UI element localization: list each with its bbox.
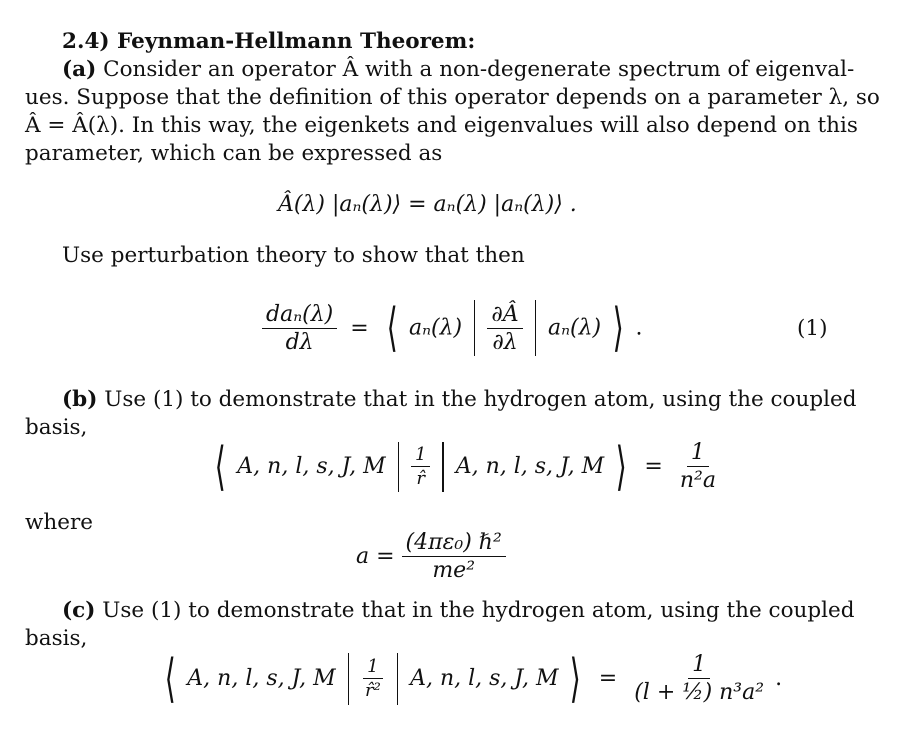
- eqc-bar-right: [397, 653, 398, 705]
- eq1-operator-fraction: [487, 302, 522, 355]
- eq1-bar-left: [474, 300, 475, 356]
- a-num: (4πε₀) ℏ²: [402, 530, 506, 557]
- equation-a-definition: [356, 530, 506, 583]
- equation-c: ⟨ A, n, l, s, J, M $\frac{1}{\text{r̂²}}$ A, n, l, s, J, M ⟩ = $\frac{1}{\text{(l + ½) n³a²}}$ .: [164, 648, 783, 709]
- part-a-line-3: Â = Â(λ). In this way, the eigenkets and eigenvalues will also depend on this: [25, 113, 858, 138]
- section-title: 2.4) Feynman-Hellmann Theorem:: [62, 29, 476, 54]
- part-a-label: (a): [62, 57, 97, 82]
- a-fraction: [402, 530, 506, 583]
- a-lhs: a =: [356, 544, 395, 569]
- part-b-line-1-text: Use (1) to demonstrate that in the hydrogen atom, using the coupled: [104, 387, 857, 412]
- eqc-op-num: 1: [363, 656, 382, 679]
- eqb-rhs-num: 1: [687, 440, 709, 467]
- eq1-bar-right: [535, 300, 536, 356]
- eq1-right-angle: ⟩: [612, 298, 624, 358]
- eq1-ket: aₙ(λ): [547, 315, 602, 341]
- eq1-lhs-num: daₙ(λ): [262, 302, 337, 329]
- eqc-left-angle: ⟨: [164, 648, 176, 709]
- eqb-rhs-den: n²a: [679, 468, 716, 493]
- part-a-line-2: ues. Suppose that the definition of this operator depends on a parameter λ, so: [25, 85, 880, 110]
- eq1-bra: aₙ(λ): [408, 315, 463, 341]
- equation-b: ⟨ A, n, l, s, J, M $\frac{1}{r̂}$ A, n, l, s, J, M ⟩ = $\frac{1}{\text{n²a}}$: [210, 440, 720, 493]
- eqb-ket-state: A, n, l, s, J, M: [455, 454, 605, 479]
- eqb-rhs: [676, 440, 720, 493]
- eqb-right-angle: ⟩: [615, 436, 627, 497]
- where-text: where: [25, 510, 93, 535]
- eq1-op-den: ∂λ: [492, 329, 518, 355]
- a-den: me²: [432, 558, 476, 583]
- eqb-bar-right: [442, 442, 443, 492]
- eqb-op-num: 1: [411, 444, 430, 467]
- eq1-lhs-fraction: [262, 302, 337, 355]
- equation-1: $\frac{\text{daₙ(λ)}}{d\lambda}$ = ⟨ aₙ(λ) $\frac{\partial Â}{\partial\lambda}$ aₙ(λ) ⟩ .: [262, 300, 642, 356]
- part-c-line-1-text: Use (1) to demonstrate that in the hydrogen atom, using the coupled: [102, 598, 855, 623]
- eqc-bar-left: [348, 653, 349, 705]
- eigen-equation: Â(λ) |aₙ(λ)⟩ = aₙ(λ) |aₙ(λ)⟩ .: [278, 192, 577, 217]
- eqb-left-angle: ⟨: [214, 436, 226, 497]
- eqc-operator: [361, 656, 385, 701]
- eq1-lhs-den: dλ: [285, 329, 314, 355]
- part-a-line-1: [62, 56, 855, 84]
- eqc-op-den: r̂²: [364, 680, 381, 701]
- part-a-line-4: parameter, which can be expressed as: [25, 141, 443, 166]
- part-a-line-1-text: Consider an operator Â with a non-degenerate spectrum of eigenval-: [103, 57, 855, 82]
- eqc-rhs-num: 1: [688, 652, 710, 679]
- eqb-bar-left: [398, 442, 399, 492]
- eqb-operator: [411, 444, 430, 489]
- part-c-label: (c): [62, 598, 96, 623]
- eqb-op-den: r̂: [416, 468, 425, 489]
- equation-1-number: (1): [797, 316, 828, 341]
- eqc-rhs-den: (l + ½) n³a²: [634, 680, 765, 705]
- part-b-line-2: basis,: [25, 415, 88, 440]
- eqc-ket-state: A, n, l, s, J, M: [410, 666, 559, 691]
- eq1-left-angle: ⟨: [386, 298, 398, 358]
- part-c-line-1: [62, 597, 855, 625]
- eqc-right-angle: ⟩: [570, 648, 582, 709]
- part-c-line-2: basis,: [25, 626, 88, 651]
- eq1-op-num: ∂Â: [487, 302, 522, 329]
- eq1-equals: =: [350, 315, 369, 341]
- part-a-instruction: Use perturbation theory to show that then: [62, 243, 525, 268]
- part-b-line-1: [62, 386, 857, 414]
- eqb-bra-state: A, n, l, s, J, M: [237, 454, 386, 479]
- eqc-bra-state: A, n, l, s, J, M: [187, 666, 336, 691]
- eqc-rhs: [630, 652, 768, 705]
- part-b-label: (b): [62, 387, 98, 412]
